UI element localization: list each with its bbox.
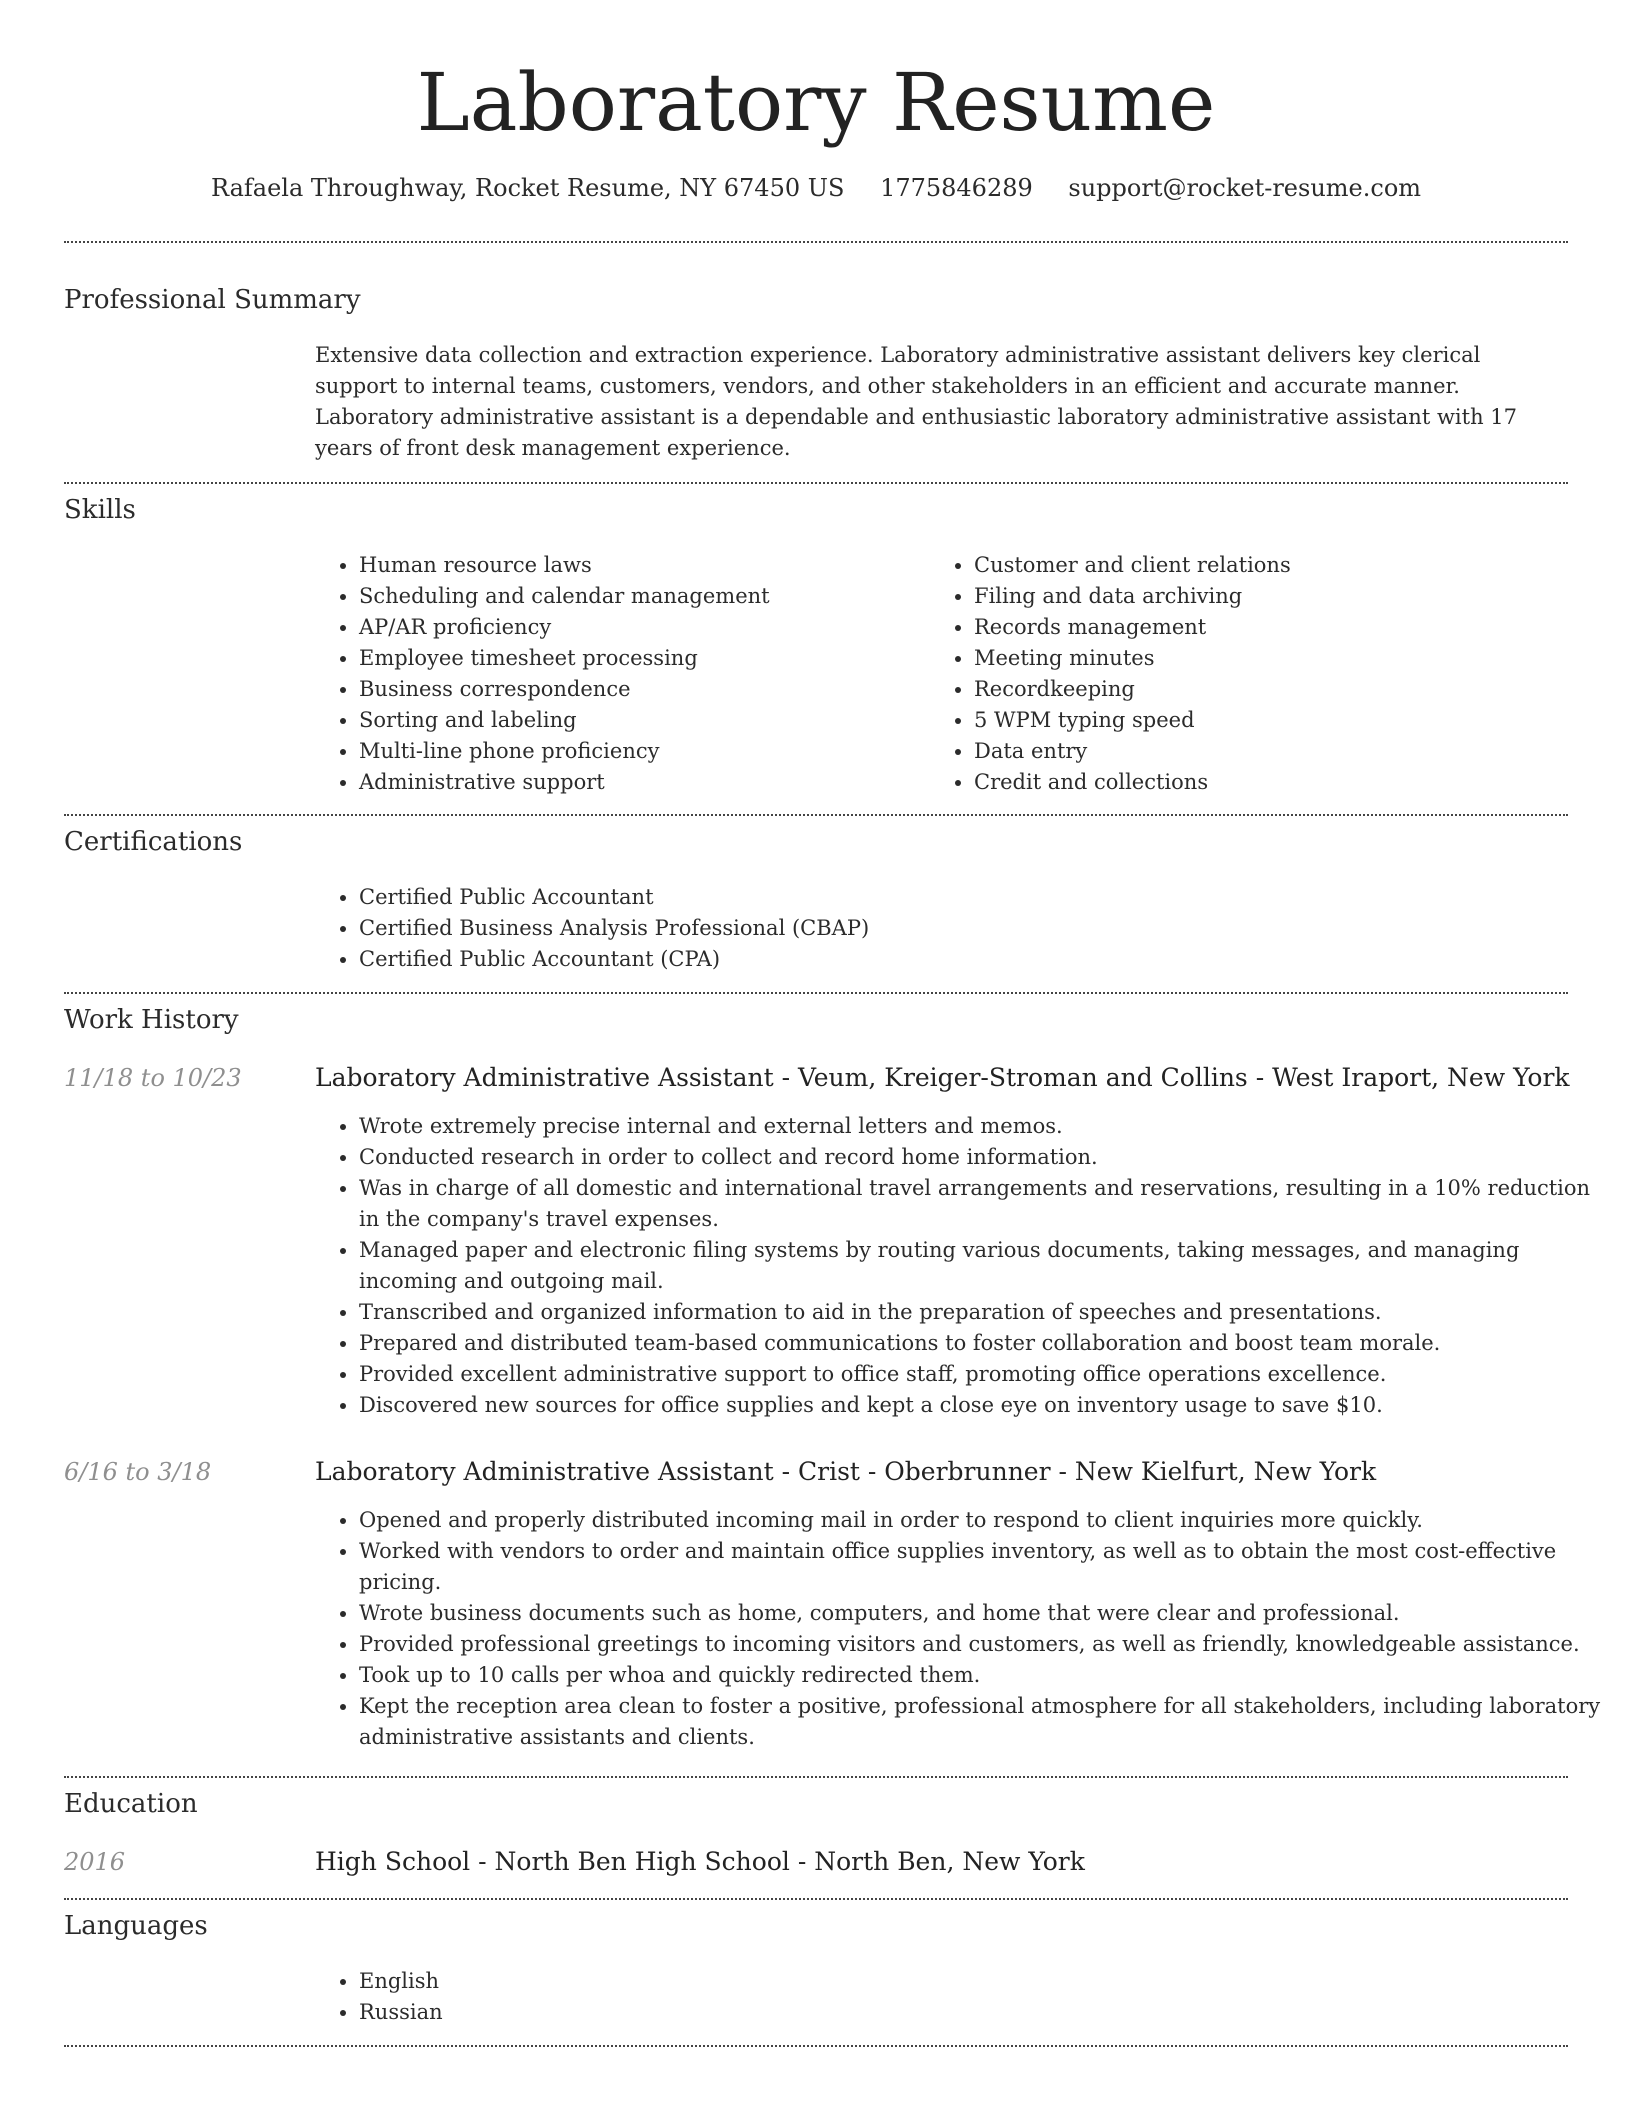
skills-list-right [930,550,1594,798]
job-title: Laboratory Administrative Assistant - Veum, Kreiger-Stroman and Collins - West Iraport, New York [315,1063,1570,1092]
list-item: • Took up to 10 calls per whoa and quickly redirected them. [359,1660,1609,1691]
education-heading: Education [64,1789,198,1819]
list-item: • Scheduling and calendar management [359,581,919,612]
list-item: • Was in charge of all domestic and international travel arrangements and reservations, resulting in a 10% reduction in the company's travel expenses. [359,1173,1609,1235]
list-item: • Transcribed and organized information to aid in the preparation of speeches and presentations. [359,1297,1609,1328]
list-item: • AP/AR proficiency [359,612,919,643]
contact-email: support@rocket-resume.com [1068,174,1422,202]
list-item: • Data entry [974,736,1594,767]
resume-title: Laboratory Resume [416,56,1216,149]
summary-text: Extensive data collection and extraction experience. Laboratory administrative assistant delivers key clerical support to internal teams, customers, vendors, and other stakeholders in an efficient and accurate manner. Laboratory administrative assistant is a dependable and enthusiastic laboratory administrative assistant with 17 years of front desk management experience. [315,343,1517,460]
job-bullets [315,1505,1609,1753]
divider [64,2045,1568,2047]
divider [64,1776,1568,1778]
list-item: • Discovered new sources for office supplies and kept a close eye on inventory usage to save $10. [359,1390,1609,1421]
list-item: • Wrote business documents such as home, computers, and home that were clear and professional. [359,1598,1609,1629]
job-title: Laboratory Administrative Assistant - Crist - Oberbrunner - New Kielfurt, New York [315,1457,1377,1486]
list-item: • Sorting and labeling [359,705,919,736]
summary-heading: Professional Summary [64,285,361,315]
list-item: • Multi-line phone proficiency [359,736,919,767]
divider [64,241,1568,243]
skills-list-left [315,550,919,798]
list-item: • Prepared and distributed team-based communications to foster collaboration and boost team morale. [359,1328,1609,1359]
list-item: • Kept the reception area clean to foster a positive, professional atmosphere for all stakeholders, including laboratory administrative assistants and clients. [359,1691,1609,1753]
divider [64,992,1568,994]
list-item: • Business correspondence [359,674,919,705]
list-item: • Human resource laws [359,550,919,581]
job-dates: 11/18 to 10/23 [64,1064,242,1092]
list-item: • Certified Public Accountant (CPA) [359,944,1599,975]
work-history-heading: Work History [64,1005,239,1035]
contact-phone: 1775846289 [880,174,1033,202]
list-item: • Certified Business Analysis Professional (CBAP) [359,913,1599,944]
list-item: • Employee timesheet processing [359,643,919,674]
job-bullets [315,1111,1609,1421]
languages-heading: Languages [64,1911,208,1941]
list-item: • Certified Public Accountant [359,882,1599,913]
list-item: • Meeting minutes [974,643,1594,674]
list-item: • Russian [359,1997,1599,2028]
list-item: • Provided professional greetings to incoming visitors and customers, as well as friendly, knowledgeable assistance. [359,1629,1609,1660]
list-item: • English [359,1966,1599,1997]
list-item: • Opened and properly distributed incoming mail in order to respond to client inquiries more quickly. [359,1505,1609,1536]
education-entry: High School - North Ben High School - North Ben, New York [315,1847,1085,1876]
list-item: • Wrote extremely precise internal and external letters and memos. [359,1111,1609,1142]
skills-heading: Skills [64,495,136,525]
list-item: • Worked with vendors to order and maintain office supplies inventory, as well as to obtain the most cost-effective pricing. [359,1536,1609,1598]
list-item: • Credit and collections [974,767,1594,798]
list-item: • Managed paper and electronic filing systems by routing various documents, taking messages, and managing incoming and outgoing mail. [359,1235,1609,1297]
list-item: • Administrative support [359,767,919,798]
divider [64,814,1568,816]
education-date: 2016 [64,1848,126,1876]
certifications-list [315,882,1599,975]
contact-line [0,170,1632,206]
divider [64,1898,1568,1900]
list-item: • Records management [974,612,1594,643]
list-item: • 5 WPM typing speed [974,705,1594,736]
divider [64,482,1568,484]
list-item: • Recordkeeping [974,674,1594,705]
languages-list [315,1966,1599,2028]
list-item: • Customer and client relations [974,550,1594,581]
contact-address: Rafaela Throughway, Rocket Resume, NY 67450 US [210,174,845,202]
list-item: • Filing and data archiving [974,581,1594,612]
certifications-heading: Certifications [64,827,243,857]
list-item: • Provided excellent administrative support to office staff, promoting office operations excellence. [359,1359,1609,1390]
list-item: • Conducted research in order to collect and record home information. [359,1142,1609,1173]
job-dates: 6/16 to 3/18 [64,1458,212,1486]
